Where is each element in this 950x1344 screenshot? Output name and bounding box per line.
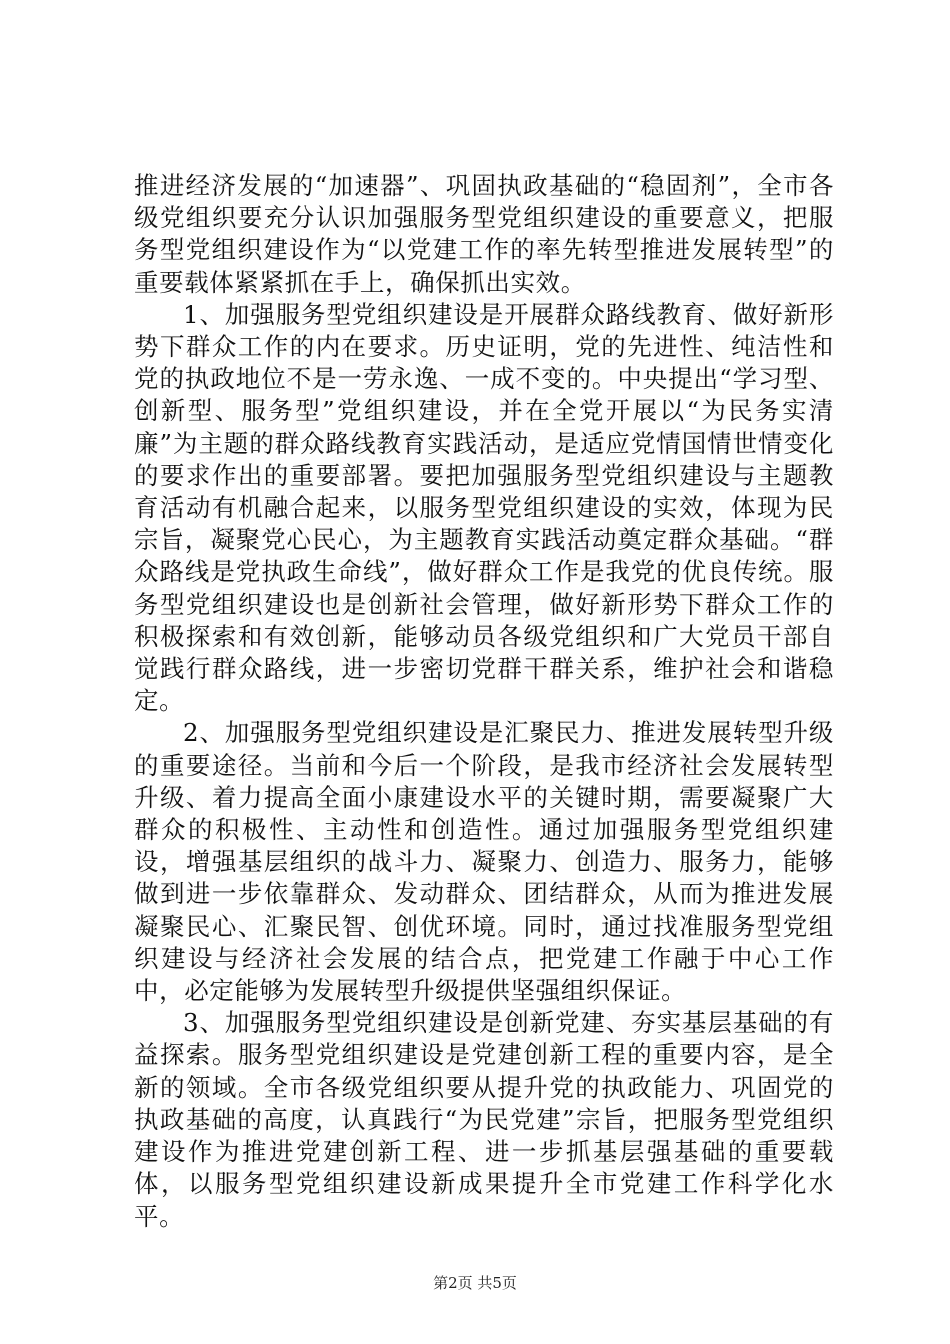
paragraph-point-1: 1、加强服务型党组织建设是开展群众路线教育、做好新形势下群众工作的内在要求。历史证明，党的先进性、纯洁性和党的执政地位不是一劳永逸、一成不变的。中央提出“学习型、创新型、服务型”党组织建设，并在全党开展以“为民务实清廉”为主题的群众路线教育实践活动，是适应党情国情世情变化的要求作出的重要部署。要把加强服务型党组织建设与主题教育活动有机融合起来，以服务型党组织建设的实效，体现为民宗旨，凝聚党心民心，为主题教育实践活动奠定群众基础。“群众路线是党执政生命线”，做好群众工作是我党的优良传统。服务型党组织建设也是创新社会管理，做好新形势下群众工作的积极探索和有效创新，能够动员各级党组织和广大党员干部自觉践行群众路线，进一步密切党群干群关系，维护社会和谐稳定。 [134, 299, 834, 716]
document-body [134, 170, 834, 1233]
paragraph-point-2: 2、加强服务型党组织建设是汇聚民力、推进发展转型升级的重要途径。当前和今后一个阶段，是我市经济社会发展转型升级、着力提高全面小康建设水平的关键时期，需要凝聚广大群众的积极性、主动性和创造性。通过加强服务型党组织建设，增强基层组织的战斗力、凝聚力、创造力、服务力，能够做到进一步依靠群众、发动群众、团结群众，从而为推进发展凝聚民心、汇聚民智、创优环境。同时，通过找准服务型党组织建设与经济社会发展的结合点，把党建工作融于中心工作中，必定能够为发展转型升级提供坚强组织保证。 [134, 718, 834, 1006]
page-number-footer: 第2页 共5页 [433, 1274, 517, 1292]
paragraph-point-3: 3、加强服务型党组织建设是创新党建、夯实基层基础的有益探索。服务型党组织建设是党建创新工程的重要内容，是全新的领域。全市各级党组织要从提升党的执政能力、巩固党的执政基础的高度，认真践行“为民党建”宗旨，把服务型党组织建设作为推进党建创新工程、进一步抓基层强基础的重要载体，以服务型党组织建设新成果提升全市党建工作科学化水平。 [134, 1008, 834, 1231]
paragraph-continued: 推进经济发展的“加速器”、巩固执政基础的“稳固剂”，全市各级党组织要充分认识加强服务型党组织建设的重要意义，把服务型党组织建设作为“以党建工作的率先转型推进发展转型”的重要载体紧紧抓在手上，确保抓出实效。 [134, 171, 834, 297]
